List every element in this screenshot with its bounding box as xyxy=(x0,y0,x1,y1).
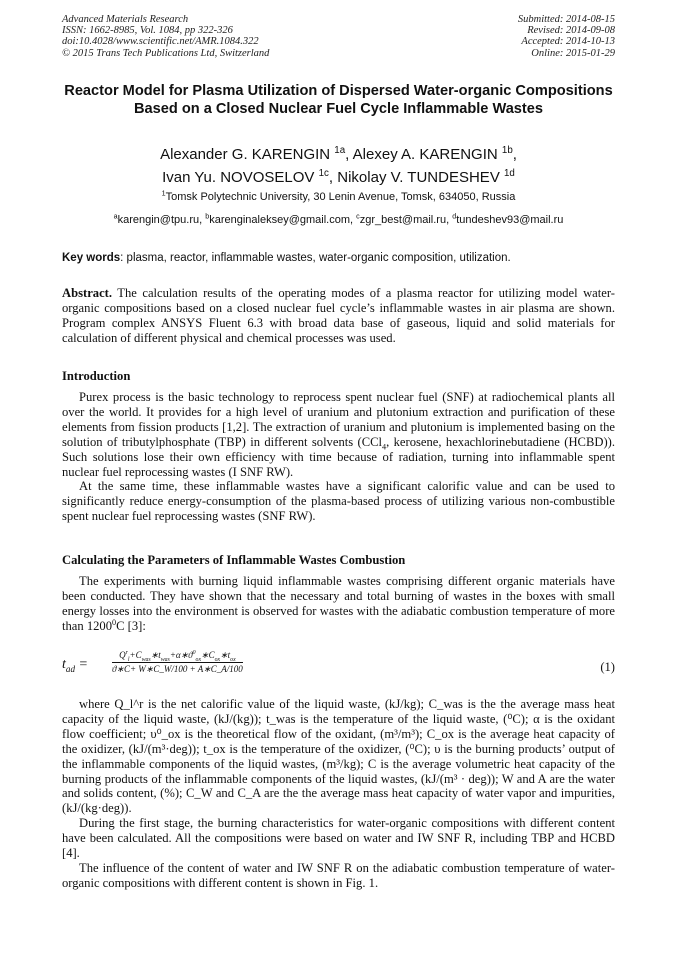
doi: doi:10.4028/www.scientific.net/AMR.1084.322 xyxy=(62,36,259,48)
equation-where xyxy=(62,697,615,891)
paragraph: Purex process is the basic technology to reprocess spent nuclear fuel (SNF) at radiochemical plants all over the world. It provides for a high level of uranium and plutonium extraction and purification of these elements from fission products [1,2]. The extraction of uranium and plutonium is implemented basing on the solution of tributylphosphate (TBP) in different solvents (CCl$_4$, kerosene, hexachlorinebutadiene (HCBD)). Such solutions lose their own efficiency with time because of radiation, turning into inflammable spent nuclear fuel reprocessing wastes (I SNF RW). xyxy=(62,390,615,479)
paragraph: During the first stage, the burning characteristics for water-organic compositions with different content have been calculated. All the compositions were based on water and IW SNF R, including TBP and HCBD [4]. xyxy=(62,816,615,861)
journal-name: Advanced Materials Research xyxy=(62,14,189,25)
issn: ISSN: 1662-8985, Vol. 1084, pp 322-326 xyxy=(62,25,233,37)
email-link[interactable]: karenginaleksey@gmail.com xyxy=(209,214,351,226)
section-heading-combustion: Calculating the Parameters of Inflammable Wastes Combustion xyxy=(62,553,406,567)
email-list: $^a$karengin@tpu.ru, $^b$karenginaleksey@gmail.com, $^c$zgr_best@mail.ru, $^d$tundeshev93@mail.ru xyxy=(113,212,564,226)
author-name: Alexey A. KARENGIN xyxy=(352,146,498,163)
affiliation: $^1$Tomsk Polytechnic University, 30 Lenin Avenue, Tomsk, 634050, Russia xyxy=(161,189,516,203)
author-sup: 1b xyxy=(501,145,513,156)
equation-number: (1) xyxy=(600,660,615,674)
author-sup: 1a xyxy=(334,145,346,156)
author-name: Nikolay V. TUNDESHEV xyxy=(337,169,500,186)
equation-numerator: $Q^r_l+C_{was}∗t_{was}+\alpha∗ϑ^0_{ox}∗C_{ox}∗t_{ox}$ xyxy=(112,650,243,663)
author-sup: 1c xyxy=(318,168,329,179)
email-link[interactable]: zgr_best@mail.ru xyxy=(359,214,447,226)
section2-intro xyxy=(62,574,615,634)
keywords: Key words: plasma, reactor, inflammable wastes, water-organic composition, utilization. xyxy=(62,252,511,264)
author-list: Alexander G. KARENGIN $^{1a}$, Alexey A. KARENGIN $^{1b}$, Ivan Yu. NOVOSELOV $^{1c}$, Nikolay V. TUNDESHEV $^{1d}$ xyxy=(160,145,517,186)
copyright: © 2015 Trans Tech Publications Ltd, Switzerland xyxy=(62,47,270,59)
equation-denominator: ϑ∗C+ W∗C_W/100 + A∗C_A/100 xyxy=(112,664,243,674)
email-link[interactable]: tundeshev93@mail.ru xyxy=(456,214,564,226)
section-heading-introduction: Introduction xyxy=(62,369,131,383)
accepted-date: Accepted: 2014-10-13 xyxy=(521,36,615,48)
paragraph: At the same time, these inflammable wastes have a significant calorific value and can be used to significantly reduce energy-consumption of the plasma-based process of utilizing various non-combustible spent nuclear fuel reprocessing wastes (SNF RW). xyxy=(62,479,615,524)
abstract-label: Abstract. xyxy=(62,286,113,300)
paragraph: The experiments with burning liquid inflammable wastes comprising different organic materials have been conducted. They have shown that the necessary and total burning of wastes in the boxes with small energy losses into the environment is observed for wastes with the adiabatic combustion temperature of more than 1200$^0$C [3]: xyxy=(62,574,615,633)
paragraph: The influence of the content of water and IW SNF R on the adiabatic combustion temperature of water-organic compositions with different content is shown in Fig. 1. xyxy=(62,860,615,890)
online-date: Online: 2015-01-29 xyxy=(531,47,615,59)
email-link[interactable]: karengin@tpu.ru xyxy=(117,214,200,226)
revised-date: Revised: 2014-09-08 xyxy=(527,25,615,37)
equation-1: $t_{ad}$ = $Q^r_l+C_{was}∗t_{was}+\alpha∗ϑ^0_{ox}∗C_{ox}∗t_{ox}$ ϑ∗C+ W∗C_W/100 + A∗C_A/100 (1) xyxy=(62,650,615,674)
journal-header xyxy=(62,14,269,59)
abstract: Abstract. The calculation results of the operating modes of a plasma reactor for utilizing model water-organic compositions based on a closed nuclear fuel cycle’s inflammable wastes in air plasma are shown. Program complex ANSYS Fluent 6.3 with broad data base of gaseous, liquid and solid materials for calculation of different physical and chemical processes was used. xyxy=(62,286,615,345)
paragraph: where Q_l^r is the net calorific value of the liquid waste, (kJ/kg); C_was is the the average mass heat capacity of the liquid waste, (kJ/(kg)); t_was is the temperature of the liquid waste, (⁰C); α is the oxidant flow coefficient; υ⁰_ox is the theoretical flow of the oxidant, (m³/m³); C_ox is the average heat capacity of the oxidizer, (kJ/(m³·deg)); t_ox is the temperature of the oxidizer, (⁰C); υ is the burning products’ output of the inflammable components of the liquid wastes, (m³/kg); C is the average volumetric heat capacity of the burning products of the inflammable components of the liquid wastes, (kJ/(m³ · deg)); W and A are the water and solids content, (%); C_W and C_A are the the average mass heat capacity of water vapor and impurities, (kJ/(kg·deg)). xyxy=(62,697,615,816)
author-sup: 1d xyxy=(504,168,515,179)
intro-body xyxy=(62,390,615,524)
paper-title: Reactor Model for Plasma Utilization of Dispersed Water-organic Compositions Based on a Closed Nuclear Fuel Cycle Inflammable Wastes xyxy=(64,83,613,117)
author-name: Alexander G. KARENGIN xyxy=(160,146,331,163)
dates-header xyxy=(518,14,615,59)
author-name: Ivan Yu. NOVOSELOV xyxy=(162,169,315,186)
submitted-date: Submitted: 2014-08-15 xyxy=(517,14,615,25)
